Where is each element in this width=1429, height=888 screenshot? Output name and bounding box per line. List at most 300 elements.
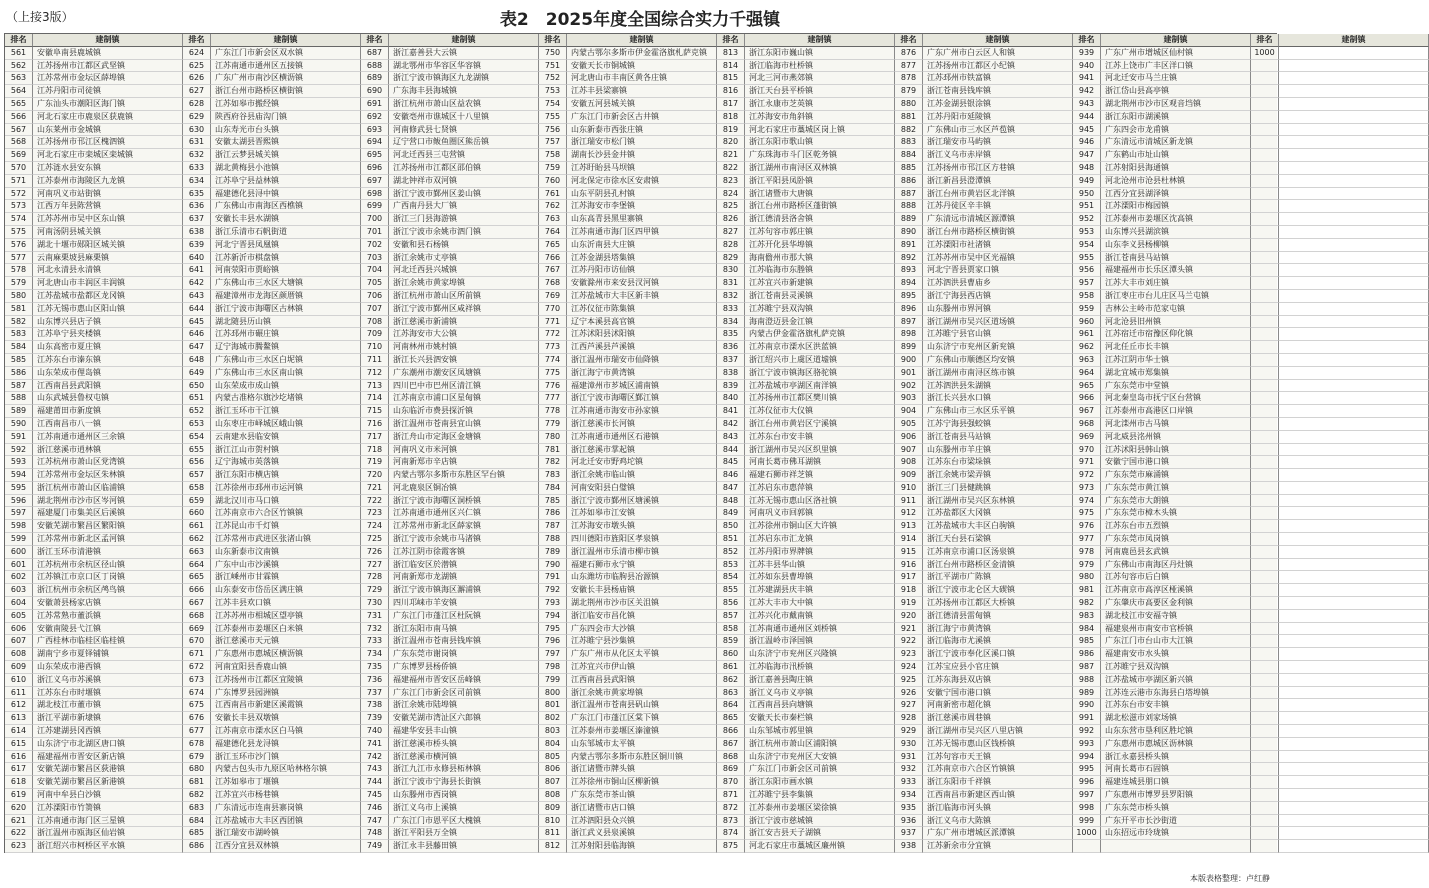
town-cell: 广西南丹县大厂镇 xyxy=(389,200,539,213)
town-cell: 江苏泰州市姜堰区梁徐镇 xyxy=(745,802,895,815)
rank-cell: 980 xyxy=(1073,571,1101,584)
town-cell: 江苏盐城市亭湖区新兴镇 xyxy=(1101,674,1251,687)
town-cell: 江苏如东县曹埠镇 xyxy=(745,571,895,584)
rank-cell: 988 xyxy=(1073,674,1101,687)
rank-cell: 915 xyxy=(895,546,923,559)
rank-cell: 934 xyxy=(895,789,923,802)
rank-cell: 689 xyxy=(361,72,389,85)
rank-cell: 737 xyxy=(361,687,389,700)
town-cell: 广东东莞市茶山镇 xyxy=(567,789,717,802)
rank-cell xyxy=(1251,495,1279,508)
town-cell: 山东济宁市兖州区大安镇 xyxy=(745,751,895,764)
town-cell: 浙江湖州市吴兴区织里镇 xyxy=(745,444,895,457)
rank-cell: 773 xyxy=(539,341,567,354)
rank-cell: 634 xyxy=(183,175,211,188)
rank-cell: 785 xyxy=(539,495,567,508)
town-cell: 江苏扬州市江都区邵伯镇 xyxy=(389,162,539,175)
town-cell: 江西万年县陈营镇 xyxy=(33,200,183,213)
rank-cell: 760 xyxy=(539,175,567,188)
rank-cell: 883 xyxy=(895,136,923,149)
rank-cell: 816 xyxy=(717,85,745,98)
rank-cell: 637 xyxy=(183,213,211,226)
rank-cell: 645 xyxy=(183,316,211,329)
town-cell: 广东广州市白云区人和镇 xyxy=(923,47,1073,60)
rank-cell: 834 xyxy=(717,316,745,329)
rank-cell: 662 xyxy=(183,533,211,546)
rank-cell xyxy=(1251,661,1279,674)
rank-cell: 589 xyxy=(5,405,33,418)
town-cell xyxy=(1279,124,1429,137)
rank-cell: 778 xyxy=(539,405,567,418)
rank-cell: 909 xyxy=(895,469,923,482)
town-cell: 四川德阳市旌阳区孝泉镇 xyxy=(567,533,717,546)
town-cell: 江苏东台市梁垛镇 xyxy=(923,456,1073,469)
rank-cell: 927 xyxy=(895,699,923,712)
town-cell: 浙江长兴县泗安镇 xyxy=(389,354,539,367)
town-cell: 江苏徐州市铜山区大许镇 xyxy=(745,520,895,533)
town-cell: 浙江诸暨市牌头镇 xyxy=(567,763,717,776)
town-cell: 浙江温岭市泽国镇 xyxy=(745,635,895,648)
rank-cell: 894 xyxy=(895,277,923,290)
town-cell: 河北滦州市古马镇 xyxy=(1101,418,1251,431)
town-cell: 浙江玉环市干江镇 xyxy=(211,405,361,418)
rank-cell: 655 xyxy=(183,444,211,457)
rank-cell: 707 xyxy=(361,303,389,316)
town-cell: 江苏涟水县安东镇 xyxy=(33,162,183,175)
town-cell: 浙江东阳市南马镇 xyxy=(389,623,539,636)
rank-cell xyxy=(1251,520,1279,533)
rank-cell: 992 xyxy=(1073,725,1101,738)
rank-cell: 921 xyxy=(895,623,923,636)
town-cell: 河北威县洺州镇 xyxy=(1101,431,1251,444)
town-cell: 浙江宁波市鄞州区咸祥镇 xyxy=(389,303,539,316)
rank-cell: 882 xyxy=(895,124,923,137)
town-cell: 江苏南京市六合区竹镇镇 xyxy=(923,763,1073,776)
rank-cell xyxy=(1251,738,1279,751)
rank-cell: 768 xyxy=(539,277,567,290)
rank-cell: 848 xyxy=(717,495,745,508)
rank-cell: 807 xyxy=(539,776,567,789)
rank-cell: 724 xyxy=(361,520,389,533)
town-cell: 浙江临海市河头镇 xyxy=(923,802,1073,815)
rank-cell xyxy=(1251,418,1279,431)
rank-cell xyxy=(1251,635,1279,648)
rank-cell: 878 xyxy=(895,72,923,85)
town-cell: 湖北枝江市安福寺镇 xyxy=(1101,610,1251,623)
town-cell: 湖北黄梅县小池镇 xyxy=(211,162,361,175)
town-cell: 广东江门市蓬江区杜阮镇 xyxy=(389,610,539,623)
rank-cell xyxy=(1251,290,1279,303)
rank-cell: 801 xyxy=(539,699,567,712)
town-cell: 江苏射阳县临海镇 xyxy=(567,840,717,853)
town-cell: 浙江湖州市吴兴区东林镇 xyxy=(923,495,1073,508)
town-cell: 广东江门市蓬江区棠下镇 xyxy=(567,712,717,725)
rank-cell xyxy=(1251,699,1279,712)
town-cell: 河南巩义市站街镇 xyxy=(33,188,183,201)
rank-cell: 817 xyxy=(717,98,745,111)
town-cell: 广东佛山市三水区芦苞镇 xyxy=(923,124,1073,137)
rank-cell: 755 xyxy=(539,111,567,124)
rank-cell: 777 xyxy=(539,392,567,405)
rank-header: 排名 xyxy=(1073,34,1101,47)
rank-cell: 931 xyxy=(895,751,923,764)
rank-cell: 594 xyxy=(5,469,33,482)
rank-cell: 578 xyxy=(5,264,33,277)
rank-cell: 985 xyxy=(1073,635,1101,648)
town-cell: 安徽宁国市港口镇 xyxy=(923,687,1073,700)
rank-cell: 847 xyxy=(717,482,745,495)
town-cell: 江苏南通市通州区刘桥镇 xyxy=(745,623,895,636)
town-cell: 内蒙古鄂尔多斯市伊金霍洛旗札萨克镇 xyxy=(567,47,717,60)
town-cell: 云南麻栗坡县麻栗镇 xyxy=(33,252,183,265)
town-cell: 福建漳州市龙海区颜厝镇 xyxy=(211,290,361,303)
town-cell: 浙江安吉县天子湖镇 xyxy=(745,827,895,840)
town-cell: 浙江绍兴市柯桥区平水镇 xyxy=(33,840,183,853)
rank-cell: 854 xyxy=(717,571,745,584)
town-cell: 江苏临海市汛桥镇 xyxy=(745,661,895,674)
rank-cell: 863 xyxy=(717,687,745,700)
rank-header: 排名 xyxy=(539,34,567,47)
rank-cell xyxy=(1251,316,1279,329)
rank-cell: 828 xyxy=(717,239,745,252)
rank-cell: 830 xyxy=(717,264,745,277)
rank-cell: 779 xyxy=(539,418,567,431)
town-cell: 浙江绍兴市上虞区道墟镇 xyxy=(745,354,895,367)
rank-cell: 845 xyxy=(717,456,745,469)
town-header: 建制镇 xyxy=(389,34,539,47)
town-cell: 湖南长沙县金井镇 xyxy=(567,149,717,162)
rank-cell: 701 xyxy=(361,226,389,239)
rank-cell: 986 xyxy=(1073,648,1101,661)
town-cell: 河北唐山市丰南区黄各庄镇 xyxy=(567,72,717,85)
rank-cell: 821 xyxy=(717,149,745,162)
town-cell: 江苏沭阳县韩山镇 xyxy=(1101,444,1251,457)
town-cell: 江苏溧阳市竹箦镇 xyxy=(33,802,183,815)
town-cell: 江西南昌市新建区溪霞镇 xyxy=(211,699,361,712)
town-cell: 湖北荆州市沙市区关沮镇 xyxy=(567,597,717,610)
rank-cell: 823 xyxy=(717,175,745,188)
town-cell: 浙江杭州市萧山区临浦镇 xyxy=(33,482,183,495)
town-cell: 江苏睢宁县双沟镇 xyxy=(1101,661,1251,674)
town-cell: 浙江宁波市鄞州区塘溪镇 xyxy=(567,495,717,508)
town-cell xyxy=(1279,98,1429,111)
rank-cell: 844 xyxy=(717,444,745,457)
rank-cell: 933 xyxy=(895,776,923,789)
rank-cell: 952 xyxy=(1073,213,1101,226)
town-cell: 福建华安县丰山镇 xyxy=(389,725,539,738)
town-header: 建制镇 xyxy=(211,34,361,47)
town-cell: 江苏海安市墩头镇 xyxy=(567,520,717,533)
rank-cell: 703 xyxy=(361,252,389,265)
town-cell: 江苏建湖县冈西镇 xyxy=(33,725,183,738)
rank-header: 排名 xyxy=(5,34,33,47)
town-cell: 江苏扬州市江都区大桥镇 xyxy=(923,597,1073,610)
rank-cell: 829 xyxy=(717,252,745,265)
rank-cell: 665 xyxy=(183,571,211,584)
town-cell: 山东新泰市西张庄镇 xyxy=(567,124,717,137)
town-cell: 江苏常州市金坛区薛埠镇 xyxy=(33,72,183,85)
rank-cell: 837 xyxy=(717,354,745,367)
footnote: 本版表格整理：卢红静 xyxy=(1190,874,1270,883)
town-cell: 江苏盐城市大丰区白驹镇 xyxy=(923,520,1073,533)
town-cell: 湖北宜城市郑集镇 xyxy=(1101,367,1251,380)
town-cell: 河北迁安市马兰庄镇 xyxy=(1101,72,1251,85)
town-cell: 广东东莞市中堂镇 xyxy=(1101,380,1251,393)
rank-cell: 632 xyxy=(183,149,211,162)
rank-cell: 744 xyxy=(361,776,389,789)
town-cell xyxy=(1279,136,1429,149)
rank-cell: 920 xyxy=(895,610,923,623)
rank-cell xyxy=(1251,444,1279,457)
rank-cell: 600 xyxy=(5,546,33,559)
rank-cell: 697 xyxy=(361,175,389,188)
town-cell: 安徽和县石杨镇 xyxy=(389,239,539,252)
town-cell: 安徽阜南县鹿城镇 xyxy=(33,47,183,60)
rank-cell: 603 xyxy=(5,584,33,597)
town-cell: 浙江宁波市余姚市泗门镇 xyxy=(389,226,539,239)
town-cell: 广东广州市增城区派潭镇 xyxy=(923,827,1073,840)
rank-cell xyxy=(1251,456,1279,469)
town-cell: 河北沧县旧州镇 xyxy=(1101,316,1251,329)
rank-cell: 929 xyxy=(895,725,923,738)
town-cell: 广东东莞市凤岗镇 xyxy=(1101,533,1251,546)
rank-cell: 912 xyxy=(895,507,923,520)
rank-cell: 568 xyxy=(5,136,33,149)
town-cell: 江苏阜宁县夹楼镇 xyxy=(33,328,183,341)
rank-cell: 585 xyxy=(5,354,33,367)
town-cell xyxy=(1279,303,1429,316)
rank-cell xyxy=(1251,712,1279,725)
rank-cell xyxy=(1251,751,1279,764)
rank-cell: 943 xyxy=(1073,98,1101,111)
rank-cell: 582 xyxy=(5,316,33,329)
town-cell: 江苏邳州市碾庄镇 xyxy=(211,328,361,341)
town-cell: 河北三河市燕郊镇 xyxy=(745,72,895,85)
rank-cell: 811 xyxy=(539,827,567,840)
rank-cell: 728 xyxy=(361,571,389,584)
rank-cell: 965 xyxy=(1073,380,1101,393)
rank-cell: 754 xyxy=(539,98,567,111)
rank-cell: 904 xyxy=(895,405,923,418)
rank-cell: 619 xyxy=(5,789,33,802)
rank-cell: 597 xyxy=(5,507,33,520)
town-cell: 江苏苏州市相城区望亭镇 xyxy=(211,610,361,623)
town-cell: 河南新密市超化镇 xyxy=(923,699,1073,712)
rank-cell: 766 xyxy=(539,252,567,265)
town-cell: 广东开平市长沙街道 xyxy=(1101,815,1251,828)
rank-cell: 924 xyxy=(895,661,923,674)
rank-cell: 649 xyxy=(183,367,211,380)
town-cell: 江苏金湖县银涂镇 xyxy=(923,98,1073,111)
town-cell: 安徽滁州市来安县汊河镇 xyxy=(567,277,717,290)
town-cell: 浙江余姚市丈亭镇 xyxy=(389,252,539,265)
rank-cell: 569 xyxy=(5,149,33,162)
rank-cell: 598 xyxy=(5,520,33,533)
town-cell: 山东莱州市金城镇 xyxy=(33,124,183,137)
rank-cell: 907 xyxy=(895,444,923,457)
town-cell: 浙江平湖市新埭镇 xyxy=(33,712,183,725)
town-cell xyxy=(1279,85,1429,98)
rank-cell: 742 xyxy=(361,751,389,764)
rank-cell: 960 xyxy=(1073,316,1101,329)
rank-cell: 647 xyxy=(183,341,211,354)
rank-cell: 623 xyxy=(5,840,33,853)
town-cell: 浙江苍南县马站镇 xyxy=(1101,252,1251,265)
rank-cell: 652 xyxy=(183,405,211,418)
town-cell: 浙江台州市黄岩区宁溪镇 xyxy=(745,418,895,431)
town-cell xyxy=(1279,712,1429,725)
rank-cell: 659 xyxy=(183,495,211,508)
rank-cell: 996 xyxy=(1073,776,1101,789)
rank-cell: 987 xyxy=(1073,661,1101,674)
rank-cell xyxy=(1251,98,1279,111)
rank-cell: 896 xyxy=(895,303,923,316)
rank-cell: 716 xyxy=(361,418,389,431)
rank-cell: 743 xyxy=(361,763,389,776)
town-cell: 浙江武义县泉溪镇 xyxy=(567,827,717,840)
town-cell xyxy=(1279,725,1429,738)
rank-cell: 702 xyxy=(361,239,389,252)
rank-cell: 804 xyxy=(539,738,567,751)
rank-cell: 660 xyxy=(183,507,211,520)
town-cell: 浙江平阳县凤卧镇 xyxy=(745,175,895,188)
rank-cell: 977 xyxy=(1073,533,1101,546)
town-cell: 浙江苍南县钱库镇 xyxy=(923,85,1073,98)
town-cell: 广东清远市连南县寨岗镇 xyxy=(211,802,361,815)
rank-cell: 644 xyxy=(183,303,211,316)
rank-cell xyxy=(1251,328,1279,341)
town-cell xyxy=(1279,495,1429,508)
town-cell: 江苏南京市高淳区桠溪镇 xyxy=(1101,584,1251,597)
rank-cell: 607 xyxy=(5,635,33,648)
rank-cell: 872 xyxy=(717,802,745,815)
rank-cell: 979 xyxy=(1073,559,1101,572)
town-cell xyxy=(1279,840,1429,853)
town-cell xyxy=(1279,674,1429,687)
town-cell xyxy=(1279,252,1429,265)
rank-cell: 786 xyxy=(539,507,567,520)
town-cell: 浙江三门县健跳镇 xyxy=(923,482,1073,495)
town-cell: 江苏东台市安丰镇 xyxy=(745,431,895,444)
town-cell: 浙江湖州市吴兴区八里店镇 xyxy=(923,725,1073,738)
town-cell: 江苏连云港市东海县白塔埠镇 xyxy=(1101,687,1251,700)
rank-cell: 851 xyxy=(717,533,745,546)
town-cell: 江苏南通市海门区三星镇 xyxy=(33,815,183,828)
rank-cell: 973 xyxy=(1073,482,1101,495)
town-cell: 广东江门市新会区双水镇 xyxy=(211,47,361,60)
rank-cell xyxy=(1251,303,1279,316)
rank-cell: 1000 xyxy=(1073,827,1101,840)
town-cell: 浙江永嘉县桥头镇 xyxy=(1101,751,1251,764)
rank-cell xyxy=(1251,354,1279,367)
town-cell: 福建福州市晋安区新店镇 xyxy=(33,751,183,764)
rank-cell: 668 xyxy=(183,610,211,623)
town-cell: 江西南昌县武阳镇 xyxy=(567,674,717,687)
town-cell: 江苏溧阳市梅园镇 xyxy=(1101,200,1251,213)
town-header: 建制镇 xyxy=(1101,34,1251,47)
rank-cell: 812 xyxy=(539,840,567,853)
rank-cell xyxy=(1251,149,1279,162)
town-cell: 江西分宜县湖泽镇 xyxy=(1101,188,1251,201)
rank-cell: 654 xyxy=(183,431,211,444)
rank-cell: 938 xyxy=(895,840,923,853)
town-cell: 广东广州市增城区仙村镇 xyxy=(1101,47,1251,60)
rank-cell: 964 xyxy=(1073,367,1101,380)
town-cell: 辽宁本溪县高官镇 xyxy=(567,316,717,329)
town-cell: 江苏南通市通州区三余镇 xyxy=(33,431,183,444)
rank-cell: 826 xyxy=(717,213,745,226)
rank-cell: 869 xyxy=(717,763,745,776)
rank-cell: 602 xyxy=(5,571,33,584)
town-cell: 浙江慈溪市桥头镇 xyxy=(389,738,539,751)
rank-cell xyxy=(1251,623,1279,636)
town-cell: 辽宁海城市腾鳌镇 xyxy=(211,341,361,354)
town-cell: 广东清远市清城区新龙镇 xyxy=(1101,136,1251,149)
rank-cell: 983 xyxy=(1073,610,1101,623)
town-cell: 江苏扬州市江都区武坚镇 xyxy=(33,60,183,73)
town-cell xyxy=(1279,559,1429,572)
rank-cell xyxy=(1251,507,1279,520)
town-cell: 内蒙古伊金霍洛旗札萨克镇 xyxy=(745,328,895,341)
town-cell: 浙江长兴县水口镇 xyxy=(923,392,1073,405)
rank-cell: 892 xyxy=(895,252,923,265)
rank-cell: 957 xyxy=(1073,277,1101,290)
rank-cell: 642 xyxy=(183,277,211,290)
town-cell: 江苏睢宁县官山镇 xyxy=(923,328,1073,341)
rank-cell: 614 xyxy=(5,725,33,738)
rank-cell: 937 xyxy=(895,827,923,840)
town-cell: 河北迁安市野鸡坨镇 xyxy=(567,456,717,469)
rank-cell: 857 xyxy=(717,610,745,623)
rank-cell xyxy=(1251,226,1279,239)
town-cell: 广东汕头市潮阳区海门镇 xyxy=(33,98,183,111)
rank-cell: 583 xyxy=(5,328,33,341)
rank-cell: 656 xyxy=(183,456,211,469)
rank-cell: 739 xyxy=(361,712,389,725)
rank-cell: 631 xyxy=(183,136,211,149)
town-cell: 山东博兴县湖滨镇 xyxy=(1101,226,1251,239)
rank-cell: 800 xyxy=(539,687,567,700)
town-cell: 湖北荆州市沙市区观音垱镇 xyxy=(1101,98,1251,111)
town-cell: 安徽亳州市谯城区十八里镇 xyxy=(389,111,539,124)
town-cell: 广东广州市从化区太平镇 xyxy=(567,648,717,661)
town-cell xyxy=(1279,763,1429,776)
rank-cell: 793 xyxy=(539,597,567,610)
rank-cell: 672 xyxy=(183,661,211,674)
rank-header: 排名 xyxy=(895,34,923,47)
town-cell: 江苏无锡市惠山区洛社镇 xyxy=(745,495,895,508)
rank-header: 排名 xyxy=(183,34,211,47)
rank-cell: 868 xyxy=(717,751,745,764)
town-cell: 广东东莞市桥头镇 xyxy=(1101,802,1251,815)
town-cell: 广东江门市恩平区大槐镇 xyxy=(389,815,539,828)
rank-cell: 735 xyxy=(361,661,389,674)
town-cell: 江苏无锡市惠山区阳山镇 xyxy=(33,303,183,316)
town-cell: 江苏盐城市大丰区西团镇 xyxy=(211,815,361,828)
rank-cell: 1000 xyxy=(1251,47,1279,60)
rank-cell xyxy=(1251,840,1279,853)
rank-cell: 910 xyxy=(895,482,923,495)
rank-cell: 874 xyxy=(717,827,745,840)
rank-cell: 664 xyxy=(183,559,211,572)
rank-cell: 734 xyxy=(361,648,389,661)
town-cell: 江苏海安市角斜镇 xyxy=(745,111,895,124)
town-cell: 福建石狮市祥芝镇 xyxy=(745,469,895,482)
rank-cell: 839 xyxy=(717,380,745,393)
rank-cell: 802 xyxy=(539,712,567,725)
town-cell: 广东鹤山市址山镇 xyxy=(1101,149,1251,162)
rank-cell xyxy=(1251,188,1279,201)
